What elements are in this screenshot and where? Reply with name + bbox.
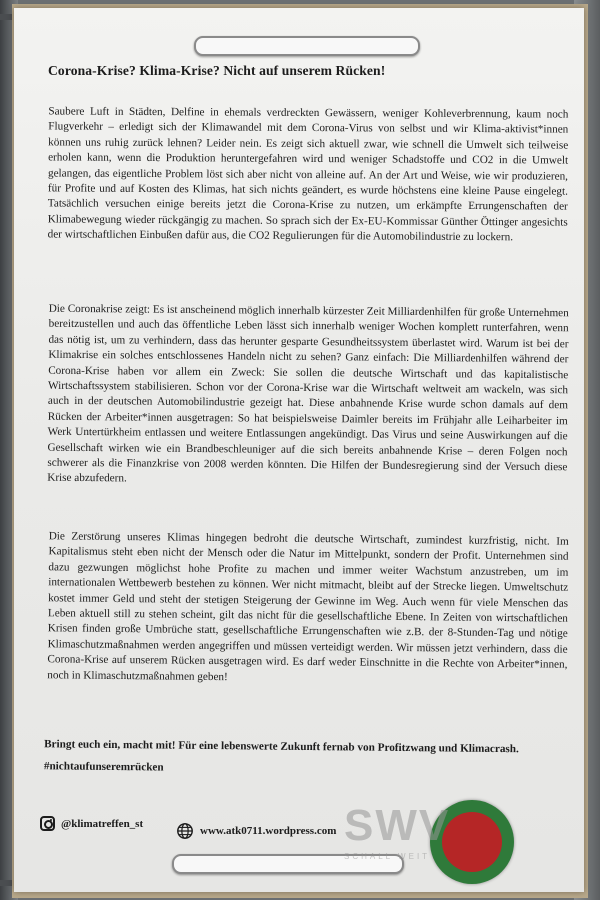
website-contact (176, 822, 336, 840)
website-url: www.atk0711.wordpress.com (200, 825, 337, 837)
instagram-icon (40, 816, 55, 831)
hashtag: #nichtaufunseremrücken (43, 760, 164, 774)
call-to-action: Bringt euch ein, macht mit! Für eine lebenswerte Zukunft fernab von Profitzwang und Klimacrash. (44, 738, 519, 756)
instagram-contact (40, 816, 143, 831)
globe-icon (176, 822, 194, 840)
instagram-handle: @klimatreffen_st (61, 817, 144, 830)
paragraph-3: Die Zerstörung unseres Klimas hingegen bedroht die deutsche Wirtschaft, zumindest kurzfristig, nicht. Im Kapitalismus steht eben nicht der Mensch oder die Natur im Mittelpunkt, sondern der Profit. Unternehmen sind dazu gezwungen möglichst hohe Profite zu machen und immer weiter Wachstum anzustreben, um im internationalen Wettbewerb bestehen zu können. Wer nicht mitmacht, bleibt auf der Strecke liegen. Umweltschutz kostet immer Geld und steht der stetigen Steigerung der Gewinne im Weg. Auch wenn für viele Menschen das Leben aktuell still zu stehen scheint, gilt das nicht für die gesellschaftliche Ebene. In Zeiten von wirtschaftlichen Krisen finden große Umbrüche statt, gesellschaftliche Errungenschaften wie z.B. der 8-Stunden-Tag und nötige Klimaschutzmaßnahmen werden angegriffen und müssen verteidigt werden. Wir müssen jetzt verhindern, dass die Corona-Krise auf unserem Rücken ausgetragen wird. Es darf weder Einschnitte in die Rechte von Arbeiter*innen, noch in Klimaschutzmaßnahmen geben! (47, 530, 569, 683)
paragraph-1: Saubere Luft in Städten, Delfine in ehemals verdreckten Gewässern, weniger Kohleverbrennung, kaum noch Flugverkehr – erledigt sich der Klimawandel mit dem Corona-Virus von selbst und wir Klima-aktivist*innen können uns ruhig zurück lehnen? Leider nein. Es zeigt sich aktuell zwar, wie schnell die Umwelt sich teilweise erholen kann, wenn die Produktion heruntergefahren wird und weniger Schadstoffe und CO2 in die Umwelt gelangen, das eigentliche Problem löst sich aber nicht von alleine auf. An der Art und Weise, wie wir produzieren, für Profite und auf Kosten des Klimas, hat sich nichts geändert, es wurde höchstens eine kleine Pause eingelegt. Tatsächlich versuchen einige bereits jetzt die Corona-Krise zu nutzen, um erkämpfte Errungenschaften der Klimabewegung wieder rückgängig zu machen. So sprach sich der Ex-EU-Kommissar Günther Öttinger angesichts der wirtschaftlichen Einbußen dafür aus, die CO2 Regulierungen für die Automobilindustrie zu lockern. (47, 105, 569, 244)
poster-title: Corona-Krise? Klima-Krise? Nicht auf unserem Rücken! (48, 63, 386, 78)
watermark-subtitle: SCHALL WEIT (344, 852, 431, 861)
cable-tie (194, 36, 420, 56)
watermark-logo: SWV (344, 801, 451, 850)
poster-sheet (14, 8, 584, 892)
paragraph-2: Die Coronakrise zeigt: Es ist anscheinend möglich innerhalb kürzester Zeit Milliardenhilfen für große Unternehmen bereitzustellen und auch das öffentliche Leben lässt sich innerhalb weniger Wochen komplett runterfahren, wenn das nötig ist, um zu verhindern, dass das herunter gesparte Gesundheitssystem überlastet wird. Warum ist bei der Klimakrise ein solches entschlossenes Handeln nicht zu sehen? Ganz einfach: Die Milliardenhilfen während der Corona-Krise haben vor allem ein Zweck: Sie sollen die deutsche Wirtschaft und das kapitalistische Wirtschaftssystem stabilisieren. Schon vor der Corona-Krise war die Wirtschaft weltweit am wackeln, was sich auch in der deutschen Automobilindustrie gezeigt hat. Diese anbahnende Krise wurde schon damals auf dem Rücken der Arbeiter*innen ausgetragen: So hat beispielsweise Daimler bereits im Frühjahr alle Leiharbeiter im Werk Untertürkheim entlassen und weitere Entlassungen angekündigt. Das Virus und seine Auswirkungen auf die Gesellschaft wirken wie ein Brandbeschleuniger auf die sich bereits anbahnende Krise – deren Folgen noch schwerer als die Finanzkrise von 2008 werden könnten. Die Hilfen der Bundesregierung sind der Versuch diese Krise abzufedern. (47, 302, 569, 485)
photo-watermark (344, 801, 544, 884)
call-to-action-block (44, 733, 564, 782)
